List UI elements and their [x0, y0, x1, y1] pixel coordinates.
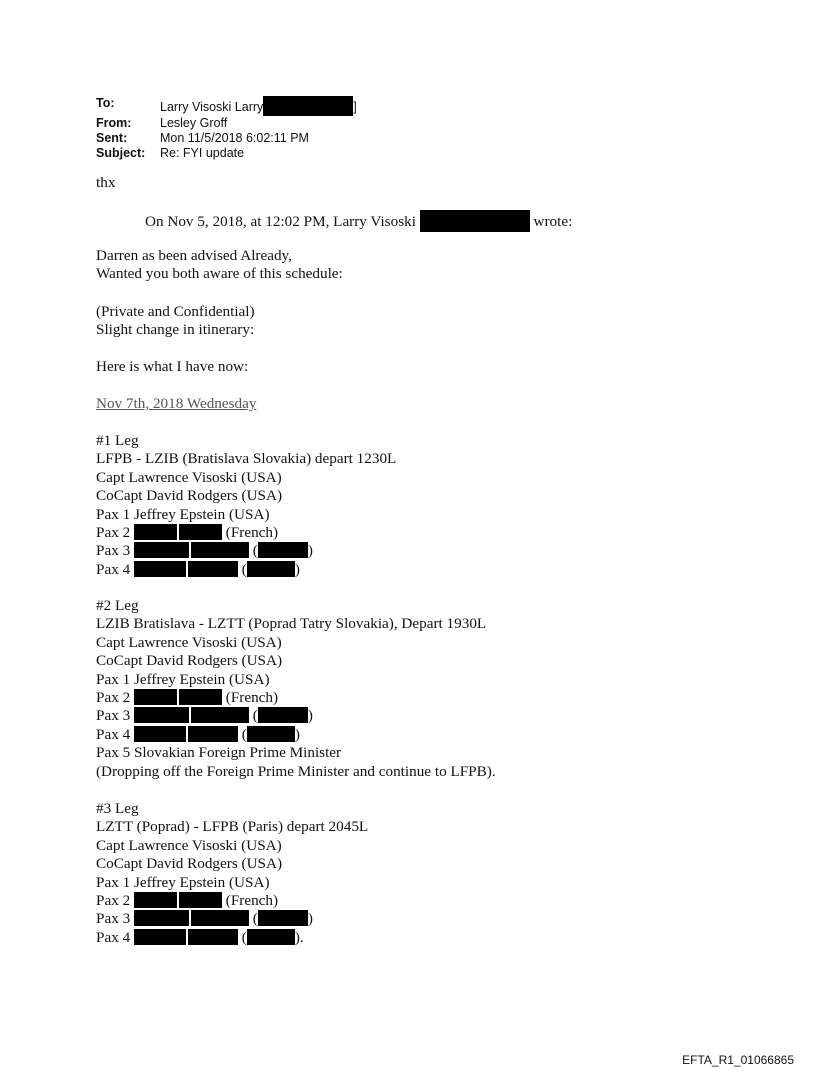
leg-pax3 — [96, 542, 396, 560]
redaction-block — [258, 707, 308, 723]
from-row — [96, 116, 357, 131]
document-id-footer: EFTA_R1_01066865 — [682, 1053, 794, 1067]
paren: ) — [294, 560, 300, 578]
leg-pax1: Pax 1 Jeffrey Epstein (USA) — [96, 670, 270, 688]
leg-cocapt: CoCapt David Rodgers (USA) — [96, 855, 283, 873]
leg-route: LFPB - LZIB (Bratislava Slovakia) depart 1230L — [96, 450, 397, 468]
redaction-block — [188, 561, 238, 577]
redaction-block — [191, 707, 249, 723]
from-value: Lesley Groff — [160, 116, 228, 130]
leg-pax2 — [96, 524, 396, 542]
date-heading: Nov 7th, 2018 Wednesday — [96, 395, 257, 412]
pax-label: Pax 4 — [96, 725, 131, 743]
leg-title: #1 Leg — [96, 432, 139, 449]
subject-value: Re: FYI update — [160, 146, 245, 160]
sent-label: Sent: — [96, 131, 128, 145]
leg-pax2 — [96, 892, 368, 910]
paragraph-advised — [96, 247, 343, 284]
paren: ) — [307, 542, 313, 560]
redaction-block — [191, 910, 249, 926]
paren: ) — [307, 707, 313, 725]
paragraph-line: Here is what I have now: — [96, 358, 249, 375]
pax-nationality: (French) — [225, 688, 279, 706]
leg-note: (Dropping off the Foreign Prime Minister and continue to LFPB). — [96, 762, 496, 780]
pax-label: Pax 2 — [96, 891, 131, 909]
quote-intro-wrote: wrote: — [533, 213, 573, 230]
redaction-block — [263, 96, 353, 116]
leg-pax4 — [96, 726, 496, 744]
paren: ( — [252, 707, 258, 725]
redaction-block — [179, 892, 222, 908]
to-name: Larry Visoski Larry — [160, 100, 264, 114]
leg-pax4 — [96, 929, 368, 947]
pax-label: Pax 4 — [96, 928, 131, 946]
leg-cocapt: CoCapt David Rodgers (USA) — [96, 652, 283, 670]
paragraph-have-now — [96, 358, 248, 376]
redaction-block — [247, 726, 295, 742]
leg-capt: Capt Lawrence Visoski (USA) — [96, 468, 282, 486]
leg-pax5: Pax 5 Slovakian Foreign Prime Minister — [96, 744, 342, 762]
redaction-block — [134, 707, 189, 723]
quote-intro — [145, 210, 572, 232]
pax-label: Pax 3 — [96, 910, 131, 928]
to-label: To: — [96, 96, 115, 110]
leg-title: #2 Leg — [96, 597, 139, 614]
leg-capt: Capt Lawrence Visoski (USA) — [96, 633, 282, 651]
leg-3 — [96, 800, 368, 947]
redaction-block — [188, 929, 238, 945]
redaction-block — [191, 542, 249, 558]
sent-value: Mon 11/5/2018 6:02:11 PM — [160, 131, 309, 145]
paren: ( — [252, 542, 258, 560]
redaction-block — [247, 929, 295, 945]
redaction-block — [134, 929, 186, 945]
pax-label: Pax 2 — [96, 688, 131, 706]
pax-nationality: (French) — [225, 891, 279, 909]
paren: ( — [241, 725, 247, 743]
sent-row — [96, 131, 357, 146]
leg-route: LZTT (Poprad) - LFPB (Paris) depart 2045L — [96, 818, 369, 836]
paren: ) — [294, 725, 300, 743]
paragraph-confidential — [96, 303, 255, 340]
paren: ( — [252, 910, 258, 928]
leg-route: LZIB Bratislava - LZTT (Poprad Tatry Slovakia), Depart 1930L — [96, 615, 487, 633]
pax-label: Pax 4 — [96, 560, 131, 578]
redaction-block — [188, 726, 238, 742]
to-value — [160, 96, 357, 116]
leg-2 — [96, 597, 496, 781]
reply-text — [96, 174, 115, 192]
paragraph-line: Darren as been advised Already, — [96, 247, 292, 264]
redaction-block — [134, 892, 177, 908]
redaction-block — [247, 561, 295, 577]
leg-pax1: Pax 1 Jeffrey Epstein (USA) — [96, 873, 270, 891]
paren: ( — [241, 560, 247, 578]
from-label: From: — [96, 116, 132, 130]
paragraph-line: Slight change in itinerary: — [96, 321, 255, 339]
leg-cocapt: CoCapt David Rodgers (USA) — [96, 487, 283, 505]
leg-capt: Capt Lawrence Visoski (USA) — [96, 836, 282, 854]
to-row — [96, 96, 357, 116]
paragraph-line: (Private and Confidential) — [96, 303, 255, 320]
paragraph-line: Wanted you both aware of this schedule: — [96, 265, 343, 283]
redaction-block — [420, 210, 530, 232]
pax-label: Pax 2 — [96, 523, 131, 541]
redaction-block — [134, 561, 186, 577]
reply-line: thx — [96, 174, 116, 191]
redaction-block — [134, 726, 186, 742]
date-line — [96, 395, 256, 413]
redaction-block — [134, 542, 189, 558]
leg-pax2 — [96, 689, 496, 707]
redaction-block — [258, 910, 308, 926]
leg-pax4 — [96, 561, 396, 579]
paren: ) — [307, 910, 313, 928]
leg-title: #3 Leg — [96, 800, 139, 817]
redaction-block — [134, 524, 177, 540]
redaction-block — [134, 910, 189, 926]
pax-label: Pax 3 — [96, 542, 131, 560]
paren: ( — [241, 928, 247, 946]
leg-pax1: Pax 1 Jeffrey Epstein (USA) — [96, 505, 270, 523]
quote-intro-text: On Nov 5, 2018, at 12:02 PM, Larry Visoski — [145, 213, 416, 230]
leg-1 — [96, 432, 396, 579]
pax-label: Pax 3 — [96, 707, 131, 725]
subject-label: Subject: — [96, 146, 146, 160]
leg-pax3 — [96, 707, 496, 725]
email-header — [96, 96, 357, 161]
redaction-block — [134, 689, 177, 705]
redaction-block — [179, 524, 222, 540]
redaction-block — [179, 689, 222, 705]
redaction-block — [258, 542, 308, 558]
leg-pax3 — [96, 910, 368, 928]
subject-row — [96, 146, 357, 161]
pax-nationality: (French) — [225, 523, 279, 541]
to-tail: ] — [353, 100, 357, 114]
paren: ). — [294, 928, 304, 946]
